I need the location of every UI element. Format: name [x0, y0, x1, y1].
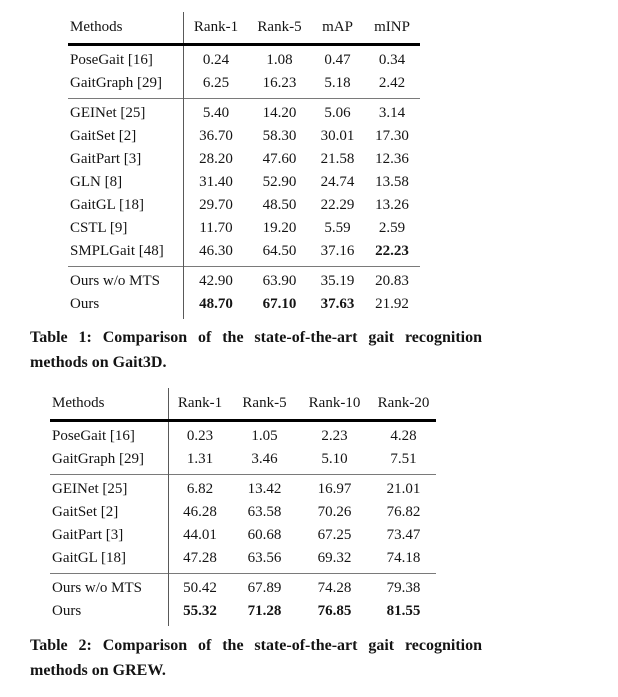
table-row: [68, 293, 420, 319]
value-cell: 7.51: [390, 451, 417, 467]
row-group: [68, 45, 420, 99]
column-header: Methods: [52, 395, 105, 411]
value-cell: 76.82: [386, 504, 421, 520]
table-row: [50, 600, 436, 626]
value-cell: 70.26: [317, 504, 352, 520]
value-cell: 44.01: [169, 524, 232, 547]
value-cell: 52.90: [262, 174, 297, 190]
column-header: Rank-20: [377, 395, 430, 411]
table-row: [50, 524, 436, 547]
table-row: [68, 99, 420, 126]
method-cell: CSTL [9]: [70, 220, 128, 236]
method-cell: GaitPart [3]: [70, 151, 142, 167]
grew-results-table: [50, 388, 436, 626]
value-cell: 64.50: [262, 243, 297, 259]
value-cell: 0.23: [169, 421, 232, 449]
table-row: [50, 475, 436, 502]
row-group: [68, 267, 420, 320]
table-row: [68, 240, 420, 267]
value-cell: 6.82: [169, 475, 232, 502]
table-row: [68, 171, 420, 194]
column-header: Rank-5: [242, 395, 287, 411]
table-row: [50, 501, 436, 524]
value-cell: 2.59: [378, 220, 406, 236]
value-cell: 13.42: [247, 481, 282, 497]
table-row: [68, 148, 420, 171]
value-cell: 17.30: [375, 128, 409, 144]
table2-caption: Table 2: Comparison of the state-of-the-art gait recognition methods on GREW.: [30, 637, 482, 679]
method-cell: PoseGait [16]: [52, 428, 135, 444]
value-cell: 0.24: [184, 45, 249, 73]
column-header: Rank-5: [257, 19, 302, 35]
column-header: mINP: [374, 19, 410, 35]
gait3d-results-table: [68, 12, 420, 319]
value-cell: 6.25: [184, 72, 249, 99]
value-cell: 24.74: [320, 174, 355, 190]
value-cell: 71.28: [247, 603, 282, 619]
value-cell: 19.20: [262, 220, 297, 236]
value-cell: 42.90: [184, 267, 249, 294]
value-cell: 36.70: [184, 125, 249, 148]
value-cell: 20.83: [375, 273, 409, 289]
table-row: [50, 574, 436, 601]
method-cell: GaitSet [2]: [52, 504, 119, 520]
table-row: [68, 45, 420, 73]
value-cell: 73.47: [386, 527, 421, 543]
value-cell: 5.40: [184, 99, 249, 126]
row-group: [50, 574, 436, 627]
value-cell: 63.56: [247, 550, 282, 566]
column-header: Rank-1: [169, 388, 232, 421]
method-cell: Ours w/o MTS: [52, 580, 143, 596]
value-cell: 46.30: [184, 240, 249, 267]
table-row: [68, 125, 420, 148]
table-row: [50, 421, 436, 449]
column-header: Methods: [70, 19, 123, 35]
method-cell: SMPLGait [48]: [70, 243, 164, 259]
method-cell: PoseGait [16]: [70, 52, 153, 68]
row-group: [50, 475, 436, 574]
value-cell: 30.01: [320, 128, 355, 144]
value-cell: 12.36: [375, 151, 409, 167]
value-cell: 76.85: [317, 603, 352, 619]
value-cell: 74.18: [386, 550, 421, 566]
value-cell: 5.59: [324, 220, 351, 236]
table-row: [68, 217, 420, 240]
value-cell: 1.05: [251, 428, 278, 444]
value-cell: 5.18: [324, 75, 351, 91]
value-cell: 63.58: [247, 504, 282, 520]
value-cell: 48.50: [262, 197, 297, 213]
value-cell: 13.26: [375, 197, 409, 213]
value-cell: 69.32: [317, 550, 352, 566]
header-row: [68, 12, 420, 45]
value-cell: 3.46: [251, 451, 278, 467]
value-cell: 37.63: [320, 296, 355, 312]
value-cell: 47.60: [262, 151, 297, 167]
value-cell: 13.58: [375, 174, 409, 190]
value-cell: 63.90: [262, 273, 297, 289]
method-cell: GEINet [25]: [70, 105, 146, 121]
value-cell: 21.58: [320, 151, 355, 167]
value-cell: 48.70: [184, 293, 249, 319]
value-cell: 60.68: [247, 527, 282, 543]
value-cell: 22.29: [320, 197, 355, 213]
method-cell: GaitGraph [29]: [52, 451, 145, 467]
value-cell: 79.38: [386, 580, 421, 596]
value-cell: 5.06: [324, 105, 351, 121]
value-cell: 1.31: [169, 448, 232, 475]
value-cell: 58.30: [262, 128, 297, 144]
row-group: [50, 421, 436, 475]
method-cell: GLN [8]: [70, 174, 123, 190]
value-cell: 47.28: [169, 547, 232, 574]
table-row: [50, 448, 436, 475]
column-header: mAP: [322, 19, 353, 35]
value-cell: 81.55: [386, 603, 421, 619]
method-cell: GEINet [25]: [52, 481, 128, 497]
value-cell: 28.20: [184, 148, 249, 171]
column-header: Rank-10: [308, 395, 361, 411]
table-row: [50, 547, 436, 574]
value-cell: 35.19: [320, 273, 355, 289]
value-cell: 2.42: [378, 75, 406, 91]
value-cell: 37.16: [320, 243, 355, 259]
method-cell: GaitGL [18]: [52, 550, 127, 566]
value-cell: 5.10: [321, 451, 348, 467]
table-row: [68, 194, 420, 217]
value-cell: 14.20: [262, 105, 297, 121]
method-cell: GaitPart [3]: [52, 527, 124, 543]
value-cell: 74.28: [317, 580, 352, 596]
method-cell: GaitGL [18]: [70, 197, 145, 213]
value-cell: 2.23: [321, 428, 348, 444]
value-cell: 16.97: [317, 481, 352, 497]
value-cell: 22.23: [375, 243, 409, 259]
table-header: [68, 12, 420, 45]
method-cell: Ours w/o MTS: [70, 273, 161, 289]
method-cell: Ours: [70, 296, 100, 312]
table-row: [68, 267, 420, 294]
method-cell: Ours: [52, 603, 82, 619]
method-cell: GaitSet [2]: [70, 128, 137, 144]
table1-caption: Table 1: Comparison of the state-of-the-art gait recognition methods on Gait3D.: [30, 329, 482, 371]
value-cell: 16.23: [262, 75, 297, 91]
value-cell: 0.47: [324, 52, 351, 68]
header-row: [50, 388, 436, 421]
value-cell: 29.70: [184, 194, 249, 217]
table-header: [50, 388, 436, 421]
column-header: Rank-1: [184, 12, 249, 45]
value-cell: 67.25: [317, 527, 352, 543]
value-cell: 21.92: [375, 296, 409, 312]
row-group: [68, 99, 420, 267]
method-cell: GaitGraph [29]: [70, 75, 163, 91]
value-cell: 11.70: [184, 217, 249, 240]
value-cell: 1.08: [266, 52, 293, 68]
value-cell: 67.89: [247, 580, 282, 596]
table-row: [68, 72, 420, 99]
value-cell: 3.14: [378, 105, 406, 121]
value-cell: 21.01: [386, 481, 421, 497]
value-cell: 0.34: [378, 52, 406, 68]
value-cell: 55.32: [169, 600, 232, 626]
value-cell: 46.28: [169, 501, 232, 524]
value-cell: 4.28: [390, 428, 417, 444]
value-cell: 67.10: [262, 296, 297, 312]
value-cell: 50.42: [169, 574, 232, 601]
value-cell: 31.40: [184, 171, 249, 194]
